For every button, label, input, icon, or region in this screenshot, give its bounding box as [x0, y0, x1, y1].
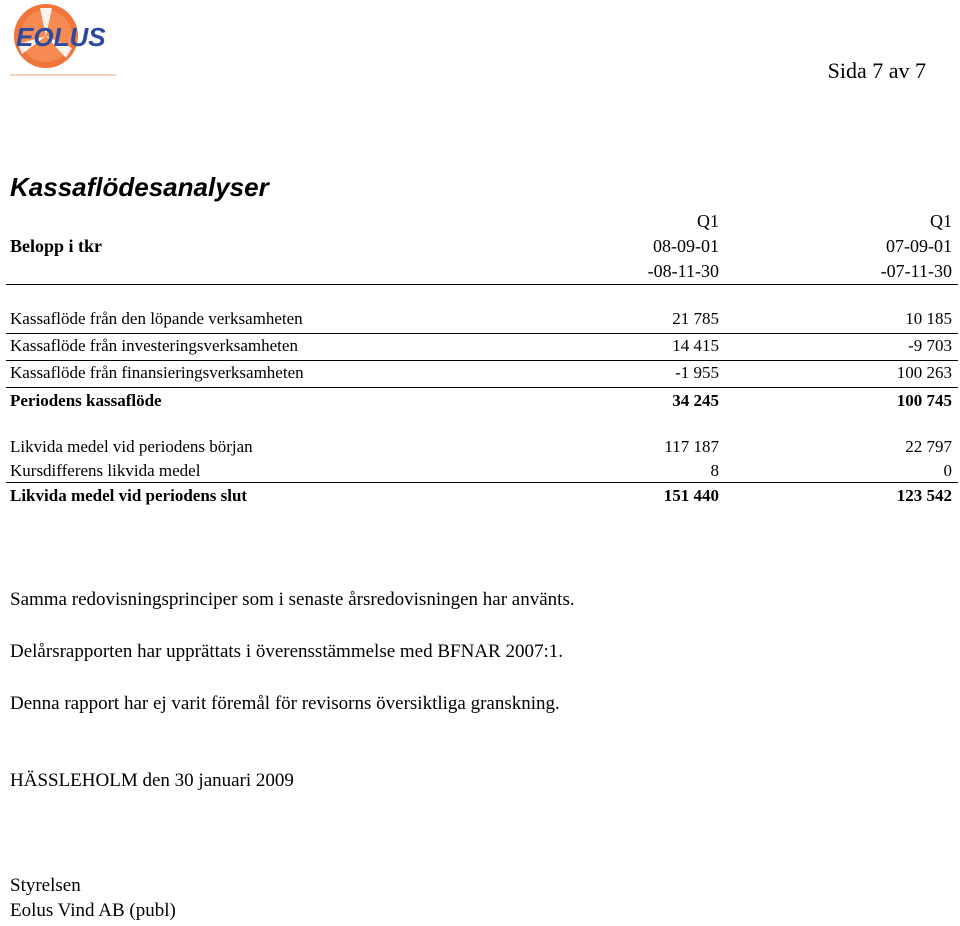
column-to-date: -08-11-30 — [647, 261, 719, 281]
row-divider — [6, 360, 958, 361]
row-value-previous: 22 797 — [905, 437, 952, 456]
row-value-current: 21 785 — [672, 309, 719, 328]
signature-board: Styrelsen — [10, 875, 81, 896]
column-quarter: Q1 — [930, 211, 952, 231]
table-row-total — [10, 486, 952, 512]
row-value-previous: 100 263 — [896, 363, 952, 382]
note-bfnar-compliance: Delårsrapporten har upprättats i överensstämmelse med BFNAR 2007:1. — [10, 641, 563, 662]
note-accounting-principles: Samma redovisningsprinciper som i senaste årsredovisningen har använts. — [10, 589, 575, 610]
row-divider — [6, 482, 958, 483]
row-value-previous: 100 745 — [896, 391, 952, 410]
row-label: Kassaflöde från investeringsverksamheten — [10, 336, 298, 355]
row-value-previous: 0 — [943, 461, 952, 480]
column-from-date: 08-09-01 — [653, 236, 719, 256]
table-row — [10, 363, 952, 389]
header-divider — [6, 284, 958, 285]
row-value-current: 151 440 — [663, 486, 719, 505]
row-value-previous: 123 542 — [896, 486, 952, 505]
company-logo — [10, 0, 120, 80]
row-label: Periodens kassaflöde — [10, 391, 162, 410]
table-row — [10, 336, 952, 362]
row-divider — [6, 387, 958, 388]
row-value-current: 117 187 — [664, 437, 719, 456]
row-label: Kursdifferens likvida medel — [10, 461, 201, 480]
row-value-current: -1 955 — [675, 363, 719, 382]
table-row — [10, 437, 952, 463]
svg-text:EOLUS: EOLUS — [16, 22, 106, 52]
row-label: Kassaflöde från finansieringsverksamheten — [10, 363, 304, 382]
table-row-total — [10, 391, 952, 417]
row-divider — [6, 333, 958, 334]
row-label: Kassaflöde från den löpande verksamheten — [10, 309, 303, 328]
row-label: Likvida medel vid periodens början — [10, 437, 253, 456]
column-to-date: -07-11-30 — [880, 261, 952, 281]
amount-unit-label: Belopp i tkr — [10, 236, 103, 256]
column-quarter: Q1 — [697, 211, 719, 231]
column-header-previous — [881, 209, 952, 284]
signature-company: Eolus Vind AB (publ) — [10, 900, 176, 921]
row-value-previous: -9 703 — [908, 336, 952, 355]
page-number: Sida 7 av 7 — [827, 58, 926, 83]
row-value-previous: 10 185 — [905, 309, 952, 328]
row-value-current: 34 245 — [672, 391, 719, 410]
row-label: Likvida medel vid periodens slut — [10, 486, 248, 505]
row-value-current: 8 — [710, 461, 719, 480]
column-from-date: 07-09-01 — [886, 236, 952, 256]
place-and-date: HÄSSLEHOLM den 30 januari 2009 — [10, 770, 294, 791]
column-header-current — [648, 209, 719, 284]
note-audit-review: Denna rapport har ej varit föremål för revisorns översiktliga granskning. — [10, 693, 560, 714]
page-title: Kassaflödesanalyser — [10, 172, 269, 202]
row-value-current: 14 415 — [672, 336, 719, 355]
table-row — [10, 309, 952, 335]
table-row — [10, 461, 952, 487]
